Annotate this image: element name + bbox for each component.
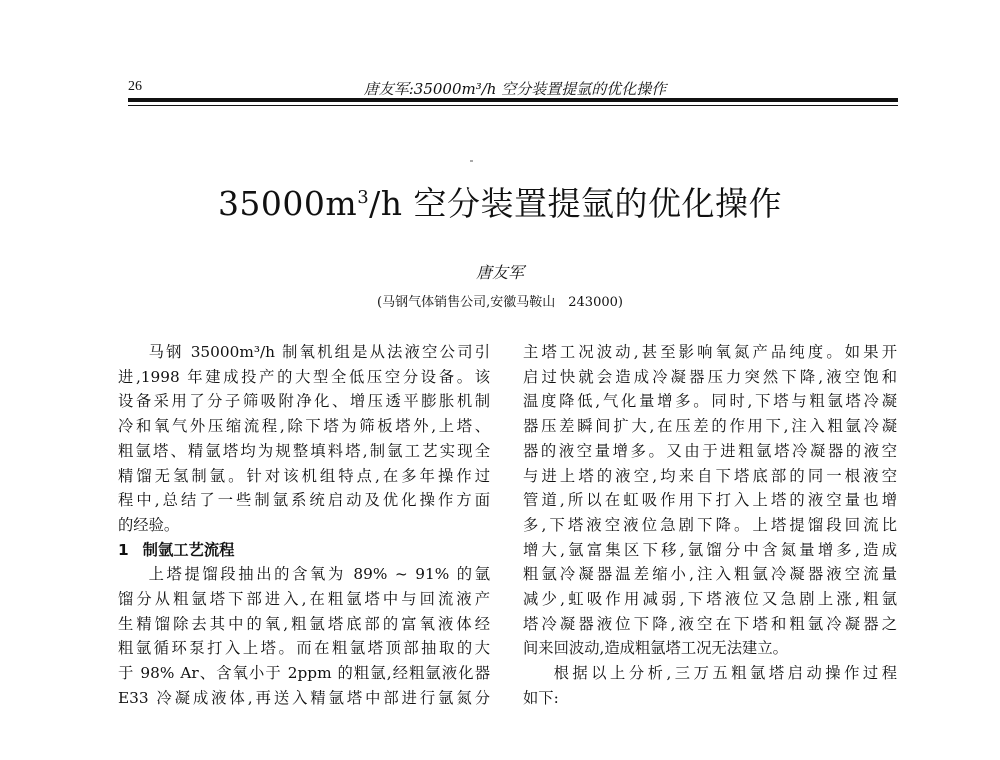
running-title: 唐友军:35000m³/h 空分装置提氩的优化操作 <box>363 80 667 98</box>
paragraph-line: 程中,总结了一些制氩系统启动及优化操作方面 <box>118 491 490 510</box>
paragraph-line: 进,1998 年建成投产的大型全低压空分设备。该 <box>118 367 490 386</box>
right-column <box>523 340 897 711</box>
header-rule-thick <box>128 98 898 102</box>
paragraph-line: E33 冷凝成液体,再送入精氩塔中部进行氩氮分 <box>118 688 490 707</box>
header-rule-thin <box>128 105 898 106</box>
paragraph-line: 与进上塔的液空,均来自下塔底部的同一根液空 <box>523 466 897 485</box>
paragraph-line: 管道,所以在虹吸作用下打入上塔的液空量也增 <box>523 491 897 510</box>
paragraph-line: 主塔工况波动,甚至影响氧氮产品纯度。如果开 <box>523 343 897 361</box>
title-superscript: 3 <box>357 187 370 208</box>
affiliation: (马钢气体销售公司,安徽马鞍山 243000) <box>377 295 623 310</box>
paragraph-line: 增大,氩富集区下移,氩馏分中含氮量增多,造成 <box>523 540 897 559</box>
paragraph-line: 上塔提馏段抽出的含氧为 89% ~ 91% 的氩 <box>148 565 490 584</box>
paragraph-line: 塔冷凝器液位下降,液空在下塔和粗氩冷凝器之 <box>523 614 897 633</box>
page-number: 26 <box>128 79 142 94</box>
paragraph-line: 多,下塔液空液位急剧下降。上塔提馏段回流比 <box>523 515 897 534</box>
paragraph-line: 粗氩塔、精氩塔均为规整填料塔,制氩工艺实现全 <box>118 441 490 460</box>
title-prefix: 35000m <box>217 184 358 223</box>
left-column <box>118 340 490 711</box>
paragraph-line: 间来回波动,造成粗氩塔工况无法建立。 <box>523 639 788 658</box>
paragraph-line: 如下: <box>523 688 559 707</box>
paragraph-line: 粗氩循环泵打入上塔。而在粗氩塔顶部抽取的大 <box>118 639 490 658</box>
paragraph-line: 马钢 35000m³/h 制氧机组是从法液空公司引 <box>148 343 490 361</box>
paragraph-line: 启过快就会造成冷凝器压力突然下降,液空饱和 <box>523 367 897 386</box>
paragraph-line: 温度降低,气化量增多。同时,下塔与粗氩塔冷凝 <box>523 392 897 411</box>
paragraph-line: 生精馏除去其中的氧,粗氩塔底部的富氧液体经 <box>118 614 490 633</box>
paragraph-line: 冷和氧气外压缩流程,除下塔为筛板塔外,上塔、 <box>118 417 490 436</box>
author: 唐友军 <box>475 263 524 282</box>
paragraph-line: 根据以上分析,三万五粗氩塔启动操作过程 <box>553 664 897 683</box>
section-number: 1 <box>118 540 129 559</box>
paragraph-line: 馏分从粗氩塔下部进入,在粗氩塔中与回流液产 <box>118 590 490 609</box>
paragraph-line: 器的液空量增多。又由于进粗氩塔冷凝器的液空 <box>523 441 897 460</box>
paragraph-line: 粗氩冷凝器温差缩小,注入粗氩冷凝器液空流量 <box>523 565 897 584</box>
paragraph-line: 设备采用了分子筛吸附净化、增压透平膨胀机制 <box>118 392 490 411</box>
section-heading <box>118 538 490 563</box>
paragraph-line: 于 98% Ar、含氧小于 2ppm 的粗氩,经粗氩液化器 <box>118 664 490 683</box>
article-title <box>0 178 1000 225</box>
paragraph-line: 减少,虹吸作用减弱,下塔液位又急剧上涨,粗氩 <box>523 590 897 609</box>
paragraph-line: 精馏无氢制氩。针对该机组特点,在多年操作过 <box>118 466 490 485</box>
scan-speck <box>470 160 473 162</box>
paragraph-line: 的经验。 <box>118 515 180 534</box>
paragraph-line: 器压差瞬间扩大,在压差的作用下,注入粗氩冷凝 <box>523 417 897 436</box>
section-title: 制氩工艺流程 <box>142 540 235 559</box>
title-suffix: /h 空分装置提氩的优化操作 <box>369 184 783 223</box>
